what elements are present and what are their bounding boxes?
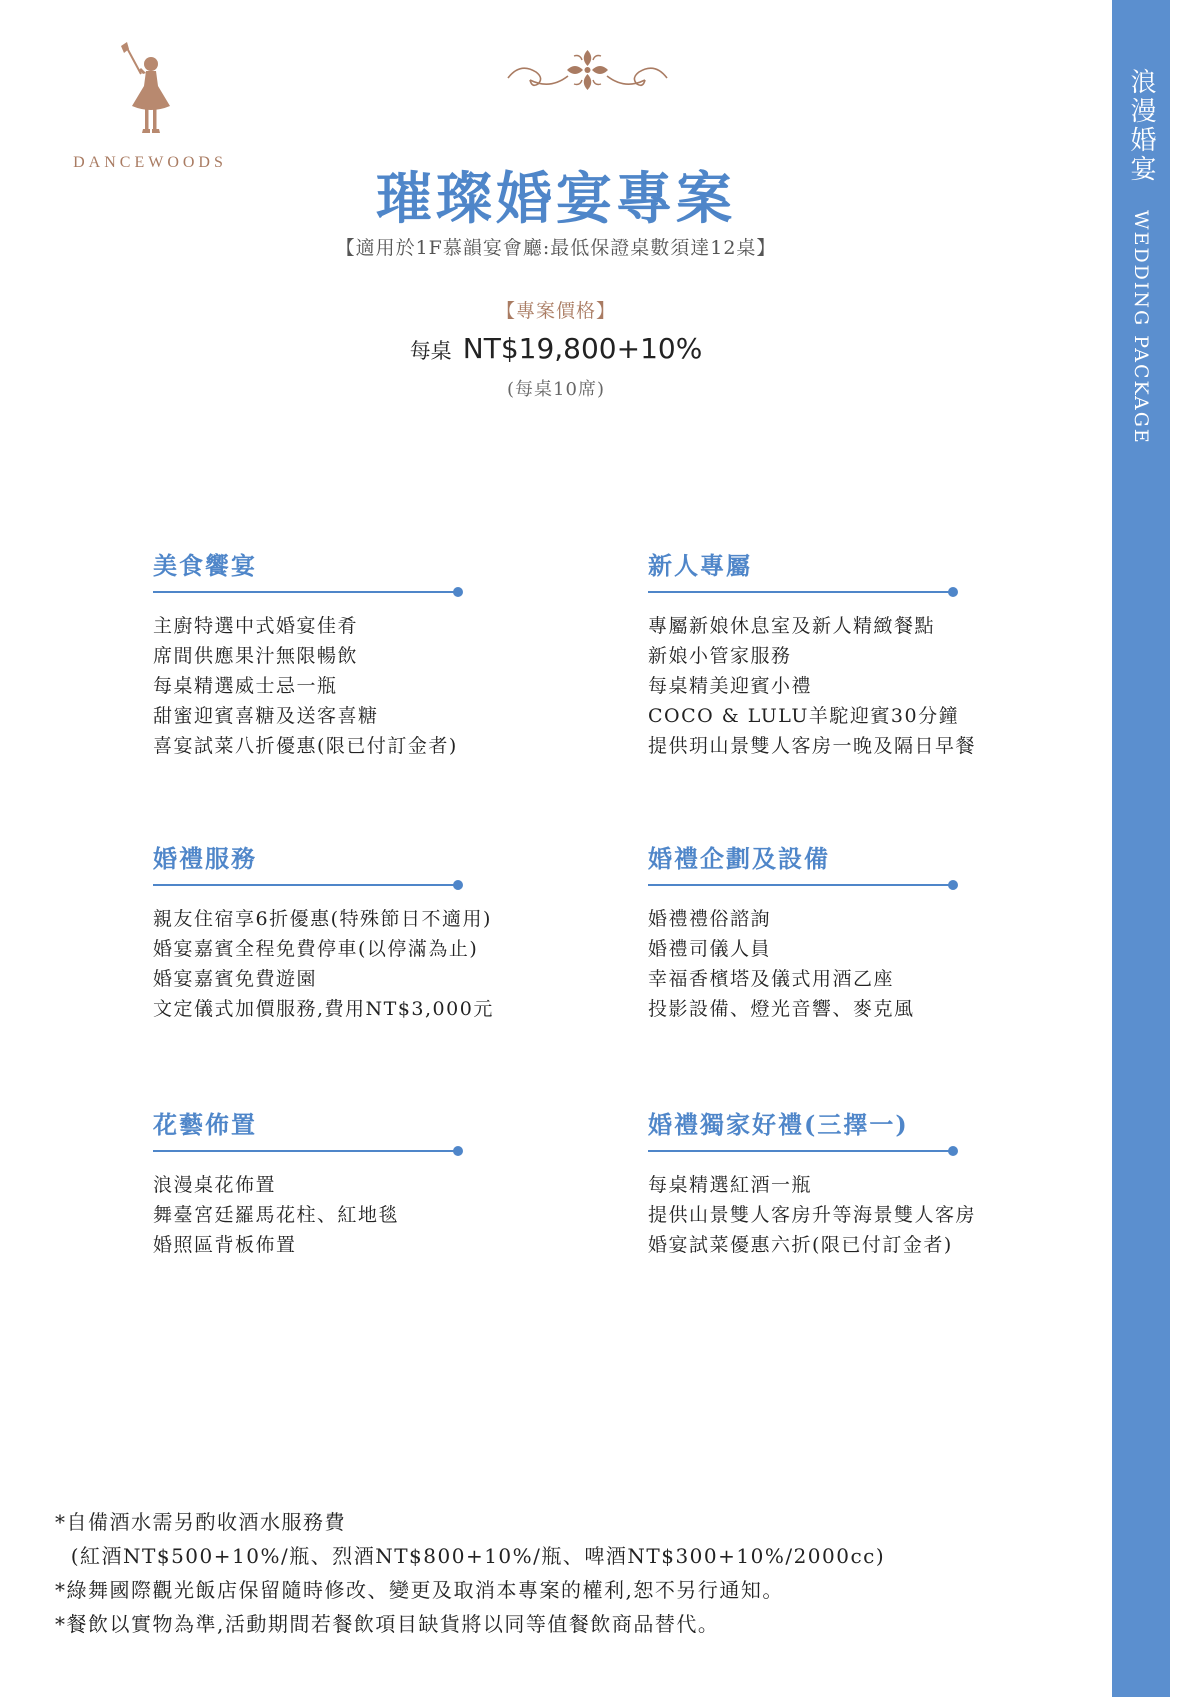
section-divider xyxy=(153,880,463,890)
footnote: (紅酒NT$500+10%/瓶、烈酒NT$800+10%/瓶、啤酒NT$300+10%/2000cc) xyxy=(55,1544,886,1568)
section-heading: 花藝佈置 xyxy=(153,1110,257,1139)
price-label: 【專案價格】 xyxy=(495,300,616,322)
list-item: 婚禮禮俗諮詢 xyxy=(648,908,772,930)
side-tab-cn: 浪漫婚宴 xyxy=(1126,68,1156,184)
section-divider xyxy=(648,1146,958,1156)
section-gourmet xyxy=(153,549,463,761)
section-divider xyxy=(648,880,958,890)
section-wedding-service xyxy=(153,842,494,1024)
footnotes xyxy=(55,1505,1095,1641)
floral-ornament-icon xyxy=(500,40,675,100)
list-item: 婚禮司儀人員 xyxy=(648,938,772,960)
page-title: 璀璨婚宴專案 xyxy=(376,166,736,232)
list-item: 甜蜜迎賓喜糖及送客喜糖 xyxy=(153,705,379,727)
list-item: 提供山景雙人客房升等海景雙人客房 xyxy=(648,1204,977,1226)
footnote: *綠舞國際觀光飯店保留隨時修改、變更及取消本專案的權利,恕不另行通知。 xyxy=(55,1578,784,1602)
side-tab-en: WEDDING PACKAGE xyxy=(1130,210,1152,445)
section-planning-equipment xyxy=(648,842,958,1024)
footnote: *自備酒水需另酌收酒水服務費 xyxy=(55,1510,346,1534)
footnote: *餐飲以實物為準,活動期間若餐飲項目缺貨將以同等值餐飲商品替代。 xyxy=(55,1612,720,1636)
section-exclusive-gifts xyxy=(648,1108,977,1260)
section-divider xyxy=(153,587,463,597)
section-heading: 婚禮服務 xyxy=(153,844,257,873)
section-heading: 新人專屬 xyxy=(648,551,752,580)
section-newlyweds xyxy=(648,549,977,761)
list-item: 席間供應果汁無限暢飲 xyxy=(153,645,359,667)
side-tab-label xyxy=(1122,68,1160,445)
list-item: 每桌精美迎賓小禮 xyxy=(648,675,813,697)
list-item: 投影設備、燈光音響、麥克風 xyxy=(648,998,915,1020)
list-item: COCO & LULU羊駝迎賓30分鐘 xyxy=(648,705,960,727)
list-item: 新娘小管家服務 xyxy=(648,645,792,667)
price-line xyxy=(0,332,1112,365)
list-item: 婚照區背板佈置 xyxy=(153,1234,297,1256)
section-divider xyxy=(648,587,958,597)
list-item: 主廚特選中式婚宴佳肴 xyxy=(153,615,359,637)
brand-logo xyxy=(55,40,245,172)
page-subtitle: 【適用於1F慕韻宴會廳:最低保證桌數須達12桌】 xyxy=(335,237,777,259)
list-item: 提供玥山景雙人客房一晚及隔日早餐 xyxy=(648,735,977,757)
list-item: 婚宴嘉賓免費遊園 xyxy=(153,968,318,990)
dancer-girl-icon xyxy=(115,40,185,140)
price-amount: NT$19,800+10% xyxy=(462,332,703,365)
price-prefix: 每桌 xyxy=(409,339,452,363)
list-item: 文定儀式加價服務,費用NT$3,000元 xyxy=(153,998,494,1020)
section-heading: 婚禮獨家好禮(三擇一) xyxy=(648,1110,909,1139)
section-floral-decor xyxy=(153,1108,463,1260)
list-item: 每桌精選紅酒一瓶 xyxy=(648,1174,813,1196)
list-item: 婚宴嘉賓全程免費停車(以停滿為止) xyxy=(153,938,479,960)
list-item: 舞臺宮廷羅馬花柱、紅地毯 xyxy=(153,1204,400,1226)
brand-name: DANCEWOODS xyxy=(73,154,227,171)
section-heading: 美食饗宴 xyxy=(153,551,257,580)
price-note: (每桌10席) xyxy=(507,379,605,400)
list-item: 喜宴試菜八折優惠(限已付訂金者) xyxy=(153,735,458,757)
list-item: 婚宴試菜優惠六折(限已付訂金者) xyxy=(648,1234,953,1256)
list-item: 浪漫桌花佈置 xyxy=(153,1174,277,1196)
section-heading: 婚禮企劃及設備 xyxy=(648,844,830,873)
list-item: 每桌精選威士忌一瓶 xyxy=(153,675,338,697)
list-item: 幸福香檳塔及儀式用酒乙座 xyxy=(648,968,895,990)
list-item: 專屬新娘休息室及新人精緻餐點 xyxy=(648,615,936,637)
list-item: 親友住宿享6折優惠(特殊節日不適用) xyxy=(153,908,492,930)
section-divider xyxy=(153,1146,463,1156)
